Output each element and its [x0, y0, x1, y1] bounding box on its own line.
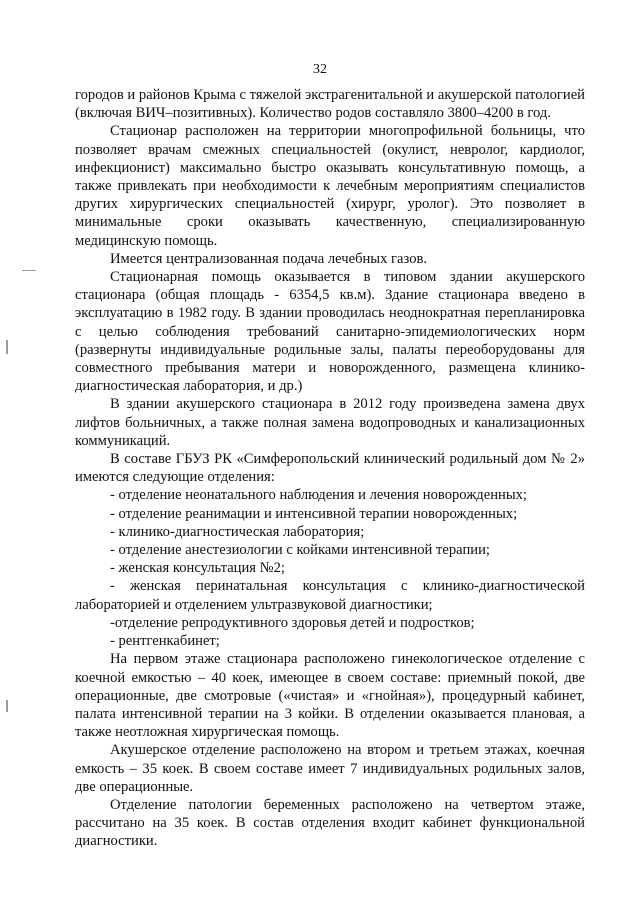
paragraph-renovation: В здании акушерского стационара в 2012 году произведена замена двух лифтов больничных, а также полная замена водопроводных и канализационных коммуникаций. [75, 396, 585, 449]
list-item: - женская перинатальная консультация с клинико-диагностической лабораторией и отделением ультразвуковой диагностики; [75, 578, 585, 613]
list-item: - отделение реанимации и интенсивной терапии новорожденных; [110, 505, 518, 522]
paragraph-obstetrics: Акушерское отделение расположено на втором и третьем этажах, коечная емкость – 35 коек. В своем составе имеет 7 индивидуальных родильных залов, две операционные. [75, 742, 585, 795]
document-body [75, 86, 585, 851]
list-item: -отделение репродуктивного здоровья детей и подростков; [110, 614, 475, 631]
paragraph-gynecology: На первом этаже стационара расположено гинекологическое отделение с коечной емкостью – 40 коек, имеющее в своем составе: приемный покой, две операционные, две смотровые («чистая» и «гнойная»), процедурный кабинет, палата интенсивной терапии на 3 койки. В отделении оказывается плановая, а также неотложная хирургическая помощь. [75, 651, 585, 741]
scan-margin-mark [6, 700, 8, 712]
list-item: - отделение неонатального наблюдения и лечения новорожденных; [110, 487, 527, 504]
paragraph-gases: Имеется централизованная подача лечебных газов. [110, 250, 428, 267]
list-item: - женская консультация №2; [110, 560, 285, 577]
paragraph-intro-continuation: городов и районов Крыма с тяжелой экстрагенитальной и акушерской патологией (включая ВИЧ–позитивных). Количество родов составляло 3800–4200 в год. [75, 87, 585, 122]
list-item: - клинико-диагностическая лаборатория; [110, 523, 365, 540]
page-number: 32 [313, 62, 327, 77]
list-item: - отделение анестезиологии с койками интенсивной терапии; [110, 542, 490, 559]
list-item: - рентгенкабинет; [110, 633, 220, 650]
scan-margin-mark [6, 340, 8, 354]
scan-margin-mark [22, 270, 36, 271]
paragraph-departments-intro: В составе ГБУЗ РК «Симферопольский клинический родильный дом № 2» имеются следующие отделения: [75, 451, 585, 486]
paragraph-pathology: Отделение патологии беременных расположено на четвертом этаже, рассчитано на 35 коек. В состав отделения входит кабинет функциональной диагностики. [75, 796, 585, 850]
paragraph-location: Стационар расположен на территории многопрофильной больницы, что позволяет врачам смежных специальностей (окулист, невролог, кардиолог, инфекционист) максимально быстро оказывать консультативную помощь, а также привлекать при необходимости к лечебным мероприятиям специалистов других хирургических специальностей (хирург, уролог). Это позволяет в минимальные сроки оказывать качественную, специализированную медицинскую помощь. [75, 123, 585, 249]
paragraph-building: Стационарная помощь оказывается в типовом здании акушерского стационара (общая площадь - 6354,5 кв.м). Здание стационара введено в эксплуатацию в 1982 году. В здании проводилась неоднократная перепланировка с целью соблюдения требований санитарно-эпидемиологических норм (развернуты индивидуальные родильные залы, палаты переоборудованы для совместного пребывания матери и новорожденного, размещена клинико-диагностическая лаборатория, и др.) [75, 269, 585, 395]
